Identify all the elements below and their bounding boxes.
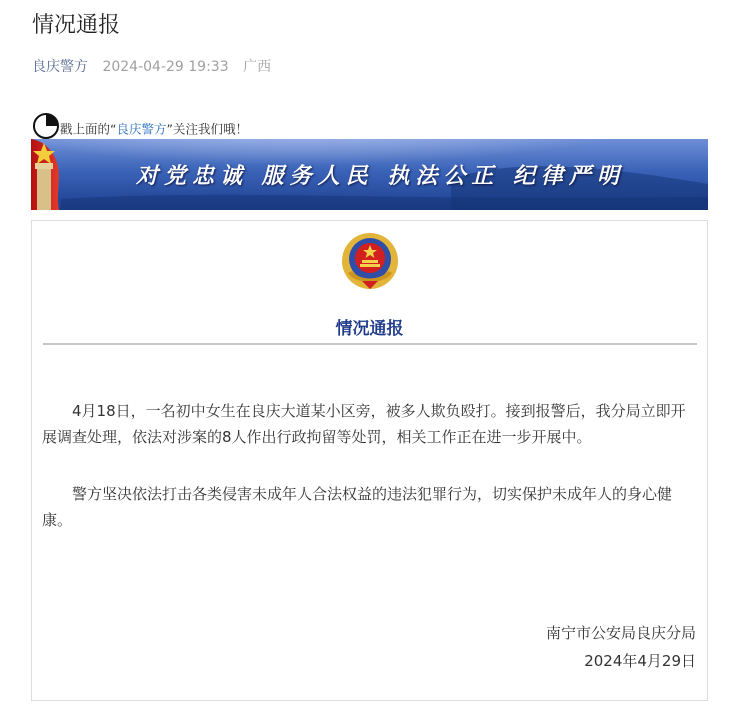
heading-divider <box>43 343 697 345</box>
follow-prompt <box>32 112 248 136</box>
article-meta <box>32 57 271 77</box>
publish-location: 广西 <box>243 59 272 75</box>
signature-org: 南宁市公安局良庆分局 <box>545 624 696 642</box>
signature-date: 2024年4月29日 <box>584 652 696 670</box>
follow-account-name[interactable]: 良庆警方 <box>116 121 167 137</box>
police-emblem-icon <box>340 231 400 291</box>
follow-prefix: 戳上面的 <box>60 121 111 137</box>
account-name-link[interactable]: 良庆警方 <box>32 59 88 75</box>
banner-slogan: 对党忠诚 服务人民 执法公正 纪律严明 <box>136 163 625 189</box>
follow-open-quote: “ <box>110 121 117 137</box>
slogan-banner <box>31 139 708 210</box>
article-title: 情况通报 <box>32 13 121 38</box>
follow-suffix: 关注我们哦！ <box>173 121 249 137</box>
notice-card <box>31 220 708 701</box>
follow-close-quote: ” <box>166 121 173 137</box>
notice-paragraph-1: 4月18日，一名初中女生在良庆大道某小区旁，被多人欺负殴打。接到报警后，我分局立即开展调查处理，依法对涉案的8人作出行政拘留等处罚，相关工作正在进一步开展中。 <box>42 402 686 446</box>
publish-time: 2024-04-29 19:33 <box>102 59 229 75</box>
notice-heading: 情况通报 <box>335 319 404 339</box>
notice-paragraph-2: 警方坚决依法打击各类侵害未成年人合法权益的违法犯罪行为，切实保护未成年人的身心健康。 <box>42 485 673 529</box>
